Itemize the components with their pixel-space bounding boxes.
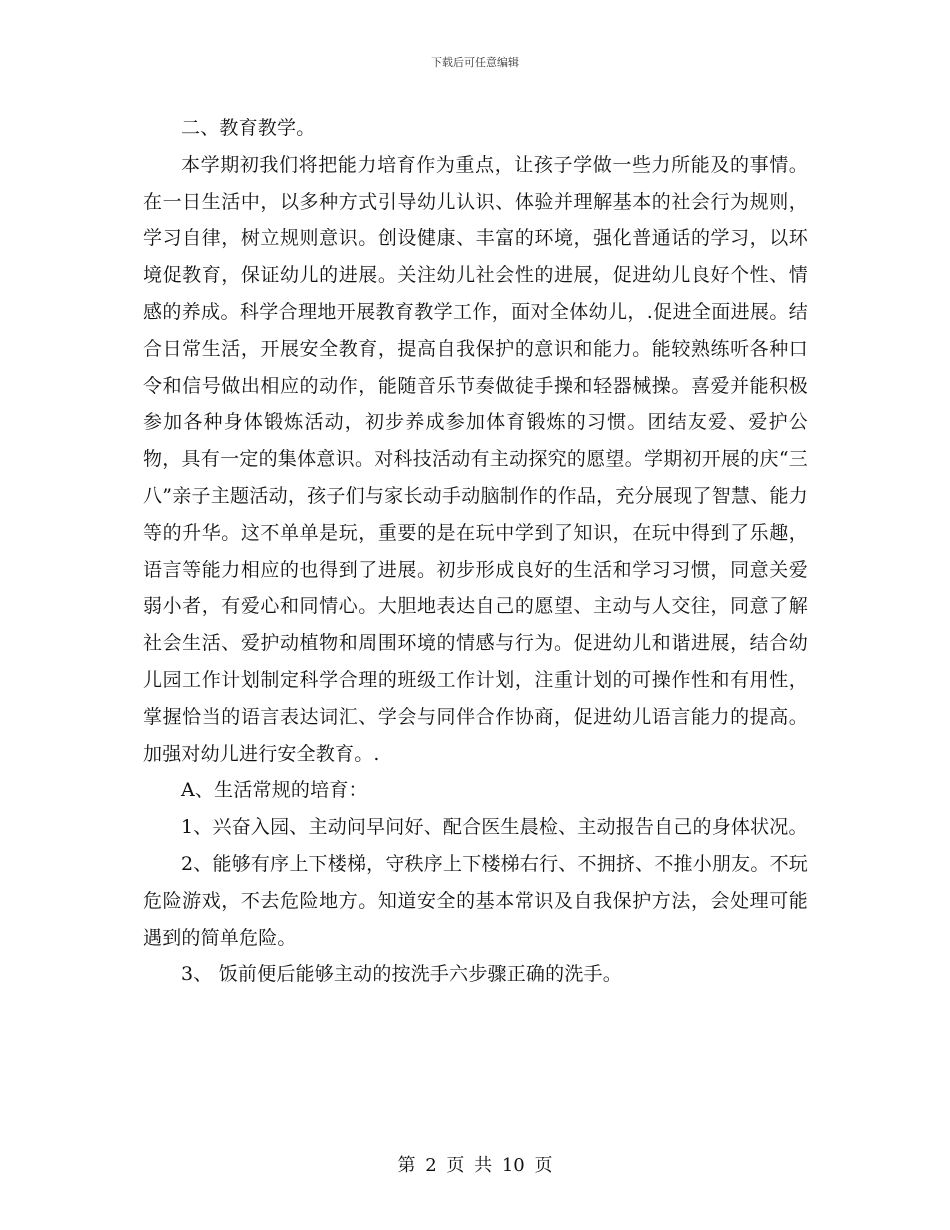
page-header: 下载后可任意编辑: [431, 56, 519, 69]
document-body: [143, 110, 808, 993]
list-item-1: 1、兴奋入园、主动问早问好、配合医生晨检、主动报告自己的身体状况。: [181, 816, 808, 839]
subheading-a: A、生活常规的培育：: [181, 779, 368, 802]
list-item-2: 2、能够有序上下楼梯，守秩序上下楼梯右行、不拥挤、不推小朋友。不玩危险游戏，不去危险地方。知道安全的基本常识及自我保护方法，会处理可能遇到的简单危险。: [143, 852, 808, 949]
page-number: 第 2 页 共 10 页: [397, 1155, 553, 1176]
section-heading: 二、教育教学。: [181, 117, 316, 139]
main-paragraph: 本学期初我们将把能力培育作为重点，让孩子学做一些力所能及的事情。在一日生活中，以多种方式引导幼儿认识、体验并理解基本的社会行为规则，学习自律，树立规则意识。创设健康、丰富的环境，强化普通话的学习，以环境促教育，保证幼儿的进展。关注幼儿社会性的进展，促进幼儿良好个性、情感的养成。科学合理地开展教育教学工作，面对全体幼儿，.促进全面进展。结合日常生活，开展安全教育，提高自我保护的意识和能力。能较熟练听各种口令和信号做出相应的动作，能随音乐节奏做徒手操和轻器械操。喜爱并能积极参加各种身体锻炼活动，初步养成参加体育锻炼的习惯。团结友爱、爱护公物，具有一定的集体意识。对科技活动有主动探究的愿望。学期初开展的庆“三八”亲子主题活动，孩子们与家长动手动脑制作的作品，充分展现了智慧、能力等的升华。这不单单是玩，重要的是在玩中学到了知识，在玩中得到了乐趣，语言等能力相应的也得到了进展。初步形成良好的生活和学习习惯，同意关爱弱小者，有爱心和同情心。大胆地表达自己的愿望、主动与人交往，同意了解社会生活、爱护动植物和周围环境的情感与行为。促进幼儿和谐进展，结合幼儿园工作计划制定科学合理的班级工作计划，注重计划的可操作性和有用性，掌握恰当的语言表达词汇、学会与同伴合作协商，促进幼儿语言能力的提高。加强对幼儿进行安全教育。.: [143, 153, 808, 765]
list-item-3: 3、 饭前便后能够主动的按洗手六步骤正确的洗手。: [181, 963, 622, 986]
